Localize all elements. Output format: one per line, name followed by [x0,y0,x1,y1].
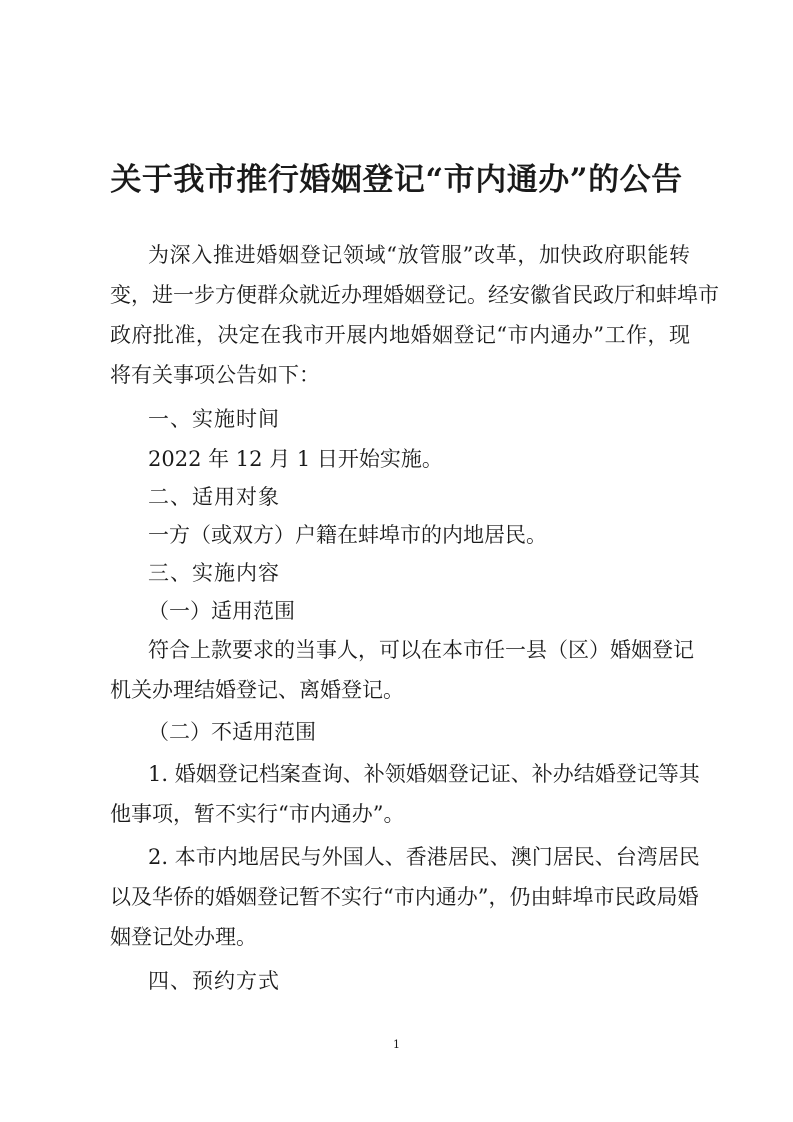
section-4-heading: 四、预约方式 [148,969,280,993]
section-2-heading: 二、适用对象 [148,485,280,509]
intro-line-3: 政府批准，决定在我市开展内地婚姻登记“市内通办”工作，现 [110,323,690,347]
intro-line-2: 变，进一步方便群众就近办理婚姻登记。经安徽省民政厅和蚌埠市 [110,283,719,307]
section-3-sub2-item1-line-1: 1. 婚姻登记档案查询、补领婚姻登记证、补办结婚登记等其 [148,762,700,786]
page-number: 1 [393,1038,400,1051]
section-3-sub2-item2-line-2: 以及华侨的婚姻登记暂不实行“市内通办”，仍由蚌埠市民政局婚 [110,885,699,909]
section-1-body: 2022 年 12 月 1 日开始实施。 [148,447,443,471]
section-3-sub2-heading: （二）不适用范围 [148,720,316,744]
section-2-body: 一方（或双方）户籍在蚌埠市的内地居民。 [148,523,547,547]
section-3-sub2-item2-line-3: 姻登记处办理。 [110,925,257,949]
section-1-heading: 一、实施时间 [148,407,280,431]
intro-line-4: 将有关事项公告如下： [110,363,320,387]
section-3-sub1-line-1: 符合上款要求的当事人，可以在本市任一县（区）婚姻登记 [148,638,694,662]
section-3-sub2-item1-line-2: 他事项，暂不实行“市内通办”。 [110,802,405,826]
section-3-sub2-item2-line-1: 2. 本市内地居民与外国人、香港居民、澳门居民、台湾居民 [148,845,700,869]
intro-line-1: 为深入推进婚姻登记领域“放管服”改革，加快政府职能转 [148,243,690,267]
section-3-sub1-heading: （一）适用范围 [148,599,295,623]
document-title: 关于我市推行婚姻登记“市内通办”的公告 [110,162,683,198]
section-3-heading: 三、实施内容 [148,561,280,585]
section-3-sub1-line-2: 机关办理结婚登记、离婚登记。 [110,678,404,702]
